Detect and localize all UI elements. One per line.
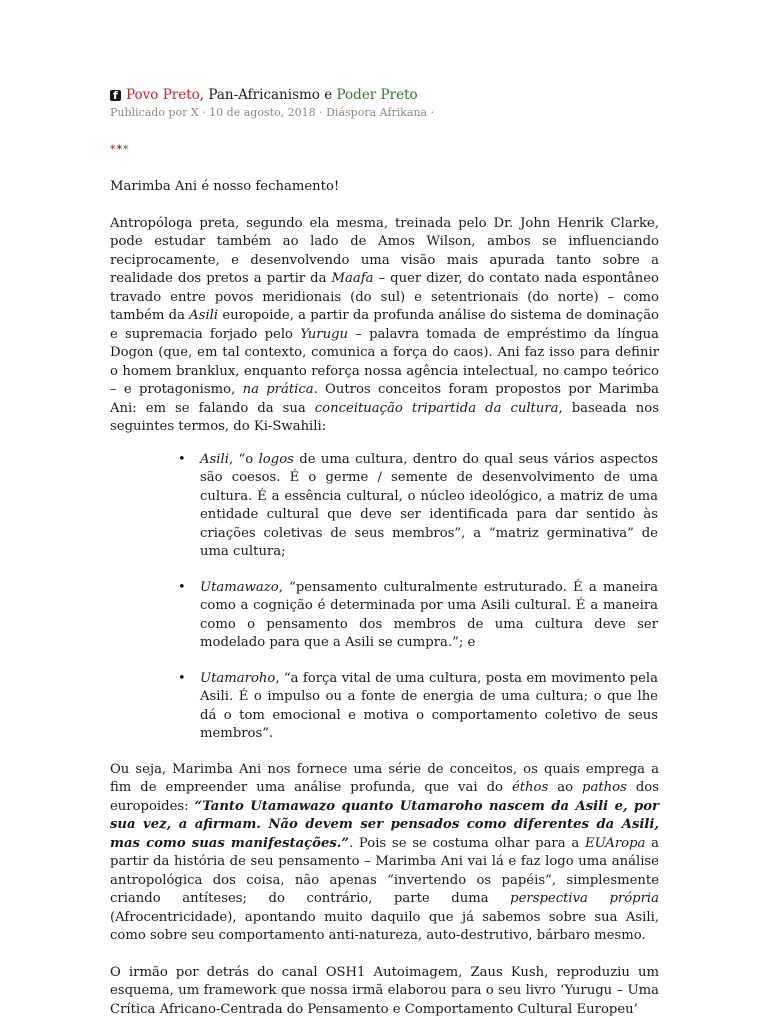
bullet-icon: •	[178, 579, 186, 595]
article-header	[110, 86, 659, 104]
divider-star: *	[116, 143, 123, 156]
divider-star: *	[110, 143, 117, 156]
post-meta: Publicado por X · 10 de agosto, 2018 · Diáspora Afrikana ·	[110, 106, 435, 119]
main-paragraph: Antropóloga preta, segundo ela mesma, treinada pelo Dr. John Henrik Clarke, pode estudar também ao lado de Amos Wilson, ambos se influenciando reciprocamente, e desenvolvendo uma visão mais apurada tanto sobre a realidade dos pretos a partir da Maafa – quer dizer, do contato nada espontâneo travado entre povos meridionais (do sul) e setentrionais (do norte) – como também da Asili europoide, a partir da profunda análise do sistema de dominação e supremacia forjado pelo Yurugu – palavra tomada de empréstimo da língua Dogon (que, em tal contexto, comunica a força do caos). Ani faz isso para definir o homem branklux, enquanto reforça nossa agência intelectual, no campo teórico – e protagonismo, na prática. Outros conceitos foram propostos por Marimba Ani: em se falando da sua conceituação tripartida da cultura, baseada nos seguintes termos, do Ki-Swahili:	[110, 215, 660, 434]
facebook-icon[interactable]	[110, 90, 121, 101]
list-item	[178, 579, 658, 653]
concept-list	[110, 451, 659, 744]
bullet-icon: •	[178, 670, 186, 686]
section-divider	[110, 143, 659, 157]
summary-paragraph: Ou seja, Marimba Ani nos fornece uma série de conceitos, os quais emprega a fim de empreender uma análise profunda, que vai do éthos ao pathos dos europoides: “Tanto Utamawazo quanto Utamaroho nascem da Asili e, por sua vez, a afirmam. Não devem ser pensados como diferentes da Asili, mas como suas manifestações.”. Pois se se costuma olhar para a EUAropa a partir da história de seu pensamento – Marimba Ani vai lá e faz logo uma análise antropológica dos coisa, não apenas “invertendo os papéis”, simplesmente criando antíteses; do contrário, parte duma perspectiva própria (Afrocentricidade), apontando muito daquilo que já sabemos sobre sua Asili, como sobre seu comportamento anti-natureza, auto-destrutivo, bárbaro mesmo.	[110, 761, 659, 943]
closing-paragraph: O irmão por detrás do canal OSH1 Autoimagem, Zaus Kush, reproduziu um esquema, um framework que nossa irmã elaborou para o seu livro ‘Yurugu – Uma Crítica Africano-Centrada do Pensamento e Comportamento Cultural Europeu’	[110, 964, 659, 1017]
category-link-povo-preto[interactable]: Povo Preto	[126, 87, 200, 103]
intro-paragraph: Marimba Ani é nosso fechamento!	[110, 179, 340, 194]
concept-utamaroho: Utamaroho, “a força vital de uma cultura, posta em movimento pela Asili. É o impulso ou a fonte de energia de uma cultura; o que lhe dá o tom emocional e motiva o comportamento coletivo de seus membros”.	[200, 670, 658, 741]
block-quote: “Tanto Utamawazo quanto Utamaroho nascem da Asili e, por sua vez, a afirmam. Não devem ser pensados como diferentes da Asili, mas como suas manifestações.”	[110, 798, 659, 851]
article	[110, 86, 659, 1019]
title-separator: e	[319, 87, 337, 103]
divider-star: *	[123, 143, 130, 156]
concept-utamawazo: Utamawazo, “pensamento culturalmente estruturado. É a maneira como a cognição é determinada por uma Asili cultural. É a maneira como o pensamento dos membros de uma cultura deve ser modelado para que a Asili se cumpra.”; e	[200, 579, 658, 650]
category-link-pan-africanismo[interactable]: Pan-Africanismo	[208, 87, 320, 103]
concept-asili: Asili, “o logos de uma cultura, dentro do qual seus vários aspectos são coesos. É o germe / semente de desenvolvimento de uma cultura. É a essência cultural, o núcleo ideológico, a matriz de uma entidade cultural que deve ser identificada para dar sentido às criações coletivas de seus membros”, a “matriz germinativa” de uma cultura;	[200, 451, 658, 559]
list-item	[178, 670, 658, 744]
title-separator: ,	[199, 87, 209, 103]
bullet-icon: •	[178, 451, 186, 467]
list-item	[178, 451, 658, 562]
category-link-poder-preto[interactable]: Poder Preto	[336, 87, 418, 103]
